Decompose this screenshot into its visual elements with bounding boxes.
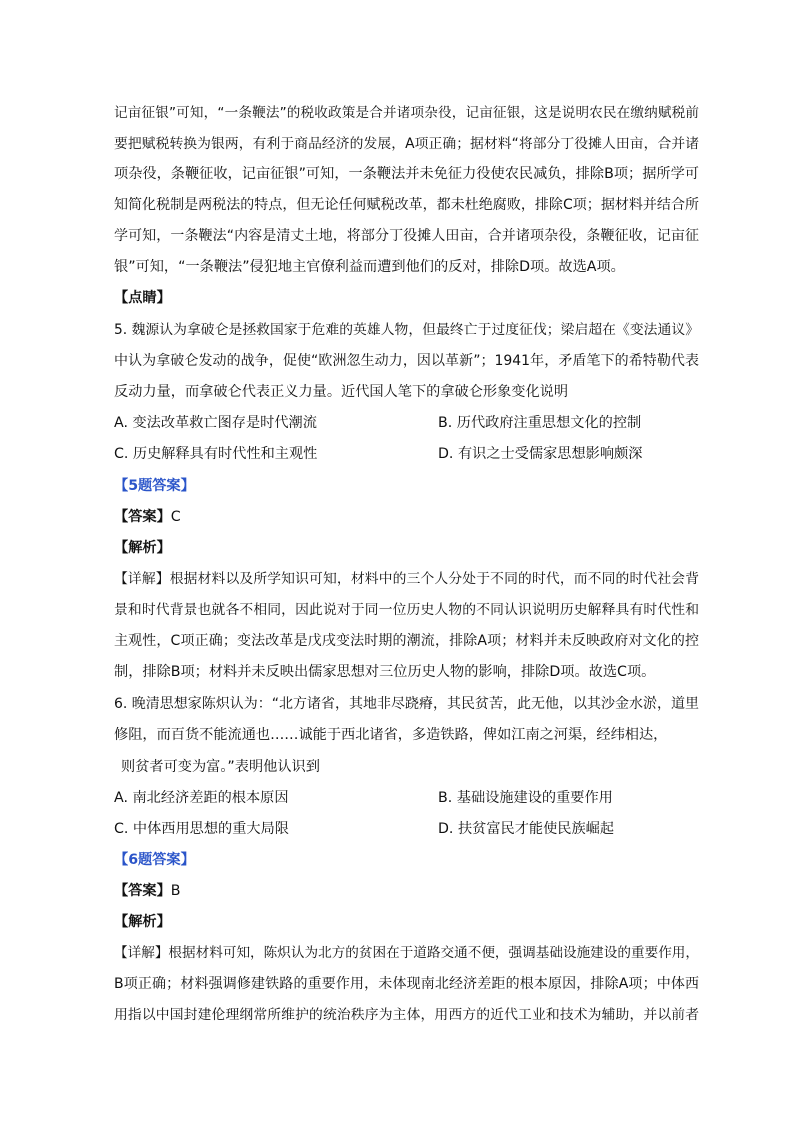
prev-detail-line: 学可知，一条鞭法“内容是清丈土地，将部分丁役摊人田亩，合并诸项杂役，条鞭征收，记亩征: [114, 228, 699, 244]
tip-label: 【点睛】: [114, 290, 171, 306]
q5-detail-line: 景和时代背景也就各不相同，因此说对于同一位历史人物的不同认识说明历史解释具有时代性和: [114, 602, 699, 618]
q6-stem-line: 修阻，而百货不能流通也……诚能于西北诸省，多造铁路，俾如江南之河渠，经纬相达，: [114, 727, 668, 743]
q5-answer-header: 【5题答案】: [114, 478, 195, 494]
q5-analysis-label: 【解析】: [114, 540, 171, 556]
q6-stem-line: 则贫者可变为富。”表明他认识到: [121, 759, 320, 775]
answer-label: 【答案】: [114, 883, 171, 899]
q6-option-b: B. 基础设施建设的重要作用: [438, 790, 613, 806]
q6-option-a: A. 南北经济差距的根本原因: [114, 790, 289, 806]
answer-label: 【答案】: [114, 509, 171, 525]
q6-answer: [114, 881, 699, 901]
q5-stem-line: 中认为拿破仑发动的战争，促使“欧洲忽生动力，因以革新”；1941年，矛盾笔下的希特勒代表: [114, 353, 699, 369]
q5-detail-line: 主观性，C项正确；变法改革是戊戌变法时期的潮流，排除A项；材料并未反映政府对文化的控: [114, 633, 699, 649]
q5-option-a: A. 变法改革救亡图存是时代潮流: [114, 415, 317, 431]
q5-answer: [114, 507, 699, 527]
q6-detail-line: 【详解】根据材料可知，陈炽认为北方的贫困在于道路交通不便，强调基础设施建设的重要作用，: [114, 945, 699, 961]
q6-analysis-label: 【解析】: [114, 914, 171, 930]
q5-option-c: C. 历史解释具有时代性和主观性: [114, 446, 318, 462]
q5-option-d: D. 有识之士受儒家思想影响颇深: [438, 446, 643, 462]
prev-detail-line: 银”可知，“一条鞭法”侵犯地主官僚利益而遭到他们的反对，排除D项。故选A项。: [114, 259, 625, 275]
prev-detail-line: 知简化税制是两税法的特点，但无论任何赋税改革，都未杜绝腐败，排除C项；据材料并结合所: [114, 197, 699, 213]
q6-option-d: D. 扶贫富民才能使民族崛起: [438, 821, 615, 837]
q6-answer-header: 【6题答案】: [114, 852, 195, 868]
prev-detail-line: 项杂役，条鞭征收，记亩征银”可知，一条鞭法并未免征力役使农民减负，排除B项；据所学可: [114, 166, 699, 182]
q5-option-b: B. 历代政府注重思想文化的控制: [438, 415, 642, 431]
q6-option-c: C. 中体西用思想的重大局限: [114, 821, 289, 837]
q5-detail-line: 制，排除B项；材料并未反映出儒家思想对三位历史人物的影响，排除D项。故选C项。: [114, 664, 656, 680]
q6-detail-line: 用指以中国封建伦理纲常所维护的统治秩序为主体，用西方的近代工业和技术为辅助，并以前者: [114, 1007, 699, 1023]
q6-stem-line: 6. 晚清思想家陈炽认为：“北方诸省，其地非尽跷瘠，其民贫苦，此无他，以其沙金水淤，道里: [114, 696, 700, 712]
q5-detail-line: 【详解】根据材料以及所学知识可知，材料中的三个人分处于不同的时代，而不同的时代社会背: [114, 571, 699, 587]
prev-detail-line: 要把赋税转换为银两，有利于商品经济的发展，A项正确；据材料“将部分丁役摊人田亩，合并诸: [114, 136, 699, 152]
answer-value: C: [170, 509, 181, 525]
prev-detail-line: 记亩征银”可知，“一条鞭法”的税收政策是合并诸项杂役，记亩征银，这是说明农民在缴纳赋税前: [114, 105, 699, 121]
q6-detail-line: B项正确；材料强调修建铁路的重要作用，未体现南北经济差距的根本原因，排除A项；中体西: [114, 976, 699, 992]
answer-value: B: [170, 883, 181, 899]
q5-stem-line: 反动力量，而拿破仑代表正义力量。近代国人笔下的拿破仑形象变化说明: [114, 384, 569, 400]
q5-stem-line: 5. 魏源认为拿破仑是拯救国家于危难的英雄人物，但最终亡于过度征伐；梁启超在《变法通议》: [114, 322, 699, 338]
